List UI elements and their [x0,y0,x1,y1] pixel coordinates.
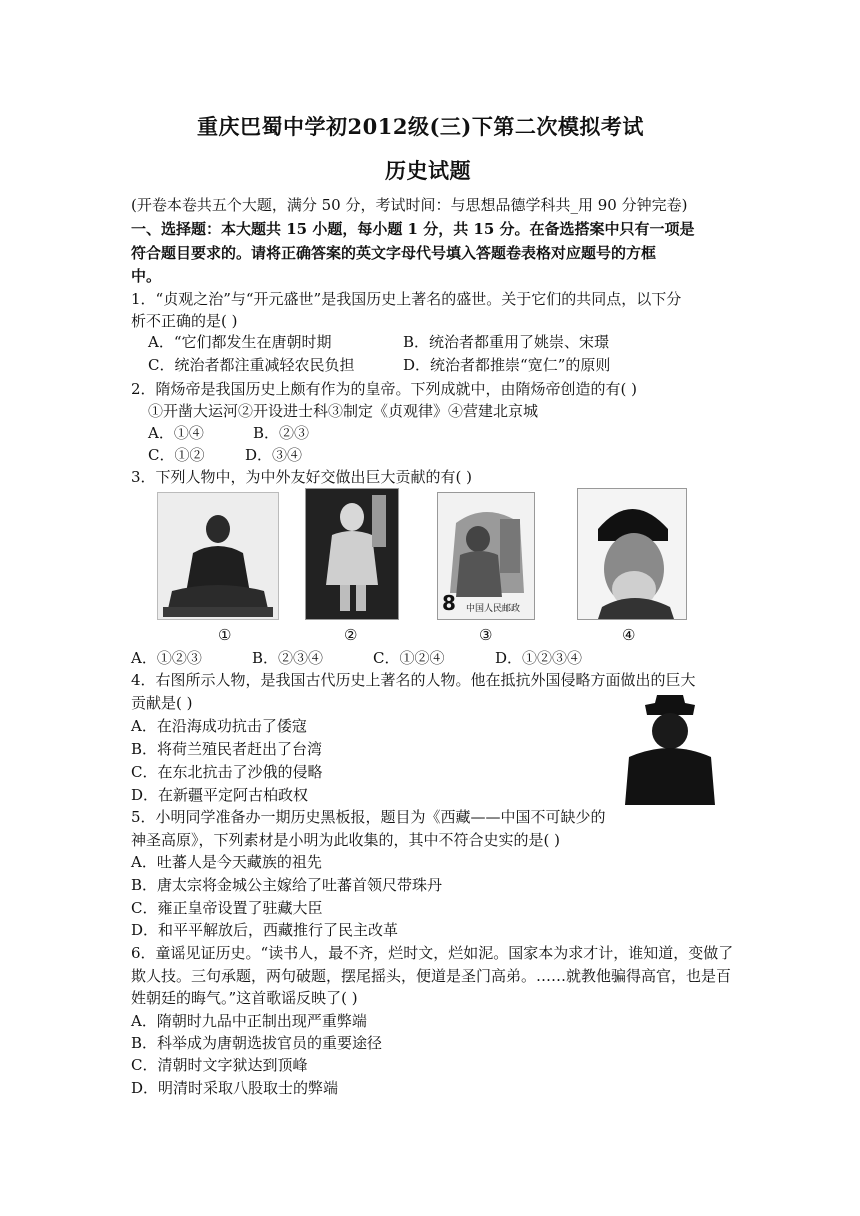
q4-image-figure-silhouette [623,687,717,805]
q3-image-label-2: ② [344,626,358,644]
q4-option-b: B．将荷兰殖民者赶出了台湾 [131,740,323,758]
q3-option-d: D．①②③④ [495,649,583,667]
section1-line1: 一、选择题：本大题共 15 小题，每小题 1 分，共 15 分。在备选搭案中只有一项是 [131,220,695,238]
q5-option-b: B．唐太宗将金城公主嫁给了吐蕃首领尺带珠丹 [131,876,443,894]
q1-option-a: A．“它们都发生在唐朝时期 [148,333,332,351]
q5-stem-line2: 神圣高原》，下列素材是小明为此收集的，其中不符合史实的是( ) [131,831,560,849]
q6-option-a: A．隋朝时九品中正制出现严重弊端 [131,1012,367,1030]
q3-stem: 3．下列人物中，为中外友好交做出巨大贡献的有( ) [131,468,473,486]
q3-image-label-1: ① [218,626,232,644]
q3-image-2-figure-drawing [305,488,399,620]
q5-option-a: A．吐蕃人是今天藏族的祖先 [131,853,322,871]
q3-image-1-seated-monk [157,492,279,620]
q3-image-label-3: ③ [479,626,493,644]
q4-option-a: A．在沿海成功抗击了倭寇 [131,717,307,735]
q1-option-d: D．统治者都推崇“宽仁”的原则 [403,356,611,374]
q1-option-b: B．统治者都重用了姚崇、宋璟 [403,333,610,351]
q3-image-label-4: ④ [622,626,636,644]
q3-option-a: A．①②③ [131,649,202,667]
q3-option-c: C．①②④ [373,649,445,667]
q4-option-d: D．在新疆平定阿古柏政权 [131,786,309,804]
q3-stamp-value: 8 [442,591,456,615]
q2-option-b: B．②③ [253,424,310,442]
exam-intro: (开卷本卷共五个大题，满分 50 分，考试时间：与思想品德学科共_用 90 分钟完卷) [131,196,688,214]
q2-option-c: C．①② [148,446,205,464]
q6-option-c: C．清朝时文字狱达到顶峰 [131,1056,308,1074]
q3-option-b: B．②③④ [252,649,324,667]
q4-option-c: C．在东北抗击了沙俄的侵略 [131,763,323,781]
q2-stem-line2: ①开凿大运河②开设进士科③制定《贞观律》④营建北京城 [148,402,539,420]
q3-image-4-portrait [577,488,687,620]
q5-option-c: C．雍正皇帝设置了驻藏大臣 [131,899,323,917]
q6-option-d: D．明清时采取八股取士的弊端 [131,1079,339,1097]
q1-stem-line2: 析不正确的是( ) [131,312,238,330]
q2-stem-line1: 2．隋炀帝是我国历史上颇有作为的皇帝。下列成就中，由隋炀帝创造的有( ) [131,380,638,398]
section1-line3: 中。 [131,267,162,285]
exam-title: 重庆巴蜀中学初2012级(三)下第二次模拟考试 [197,114,644,139]
q4-stem-line1: 4．右图所示人物，是我国古代历史上著名的人物。他在抵抗外国侵略方面做出的巨大 [131,671,696,689]
q6-stem-line3: 姓朝廷的晦气。”这首歌谣反映了( ) [131,989,358,1007]
q6-stem-line1: 6．童谣见证历史。“读书人，最不齐，烂时文，烂如泥。国家本为求才计，谁知道，变做了 [131,944,734,962]
q3-image-3-stamp [437,492,535,620]
q3-stamp-text: 中国人民邮政 [466,604,521,614]
q2-option-d: D．③④ [245,446,303,464]
q1-option-c: C．统治者都注重减轻农民负担 [148,356,355,374]
q2-option-a: A．①④ [148,424,204,442]
q1-stem-line1: 1．“贞观之治”与“开元盛世”是我国历史上著名的盛世。关于它们的共同点，以下分 [131,290,682,308]
exam-subtitle: 历史试题 [385,158,471,183]
section1-line2: 符合题目要求的。请将正确答案的英文字母代号填入答题卷表格对应题号的方框 [131,244,657,262]
q5-stem-line1: 5．小明同学准备办一期历史黑板报，题目为《西藏——中国不可缺少的 [131,808,606,826]
q6-stem-line2: 欺人技。三句承题，两句破题，摆尾摇头，便道是圣门高弟。……就教他骗得高官，也是百 [131,967,732,985]
q4-stem-line2: 贡献是( ) [131,694,193,712]
q5-option-d: D．和平平解放后，西藏推行了民主改革 [131,921,399,939]
q6-option-b: B．科举成为唐朝选拔官员的重要途径 [131,1034,383,1052]
